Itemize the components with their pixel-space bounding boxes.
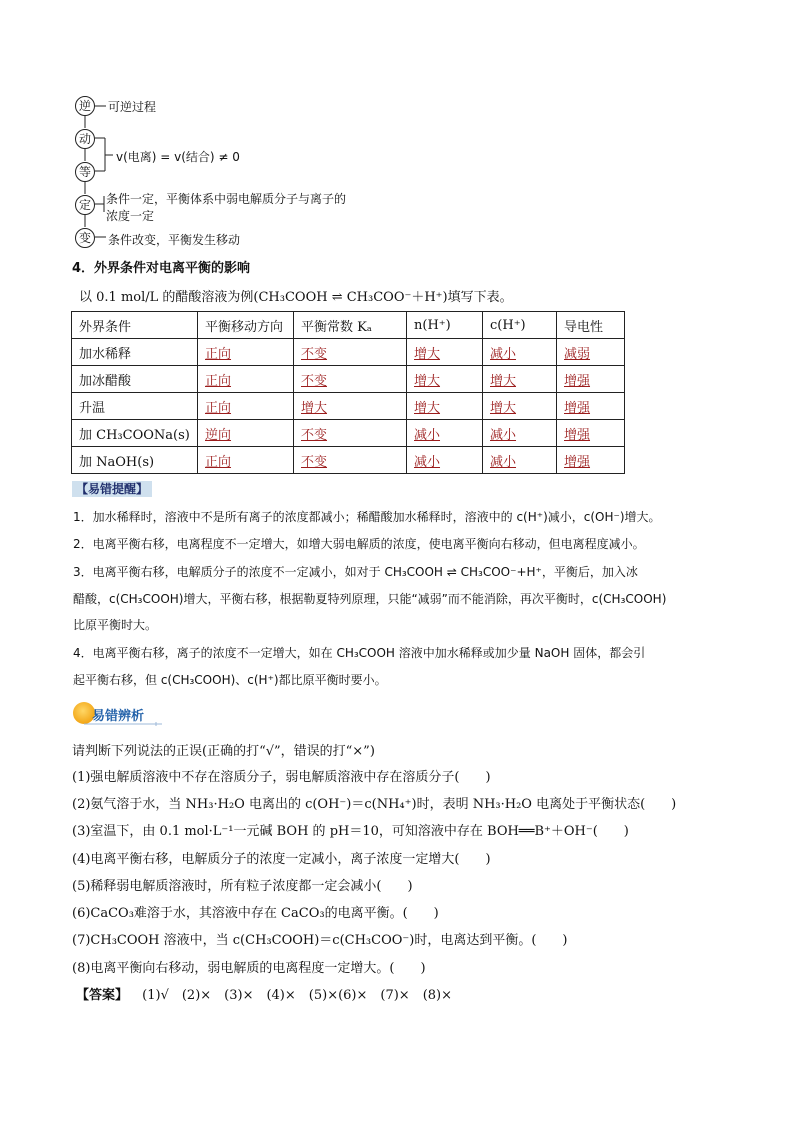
tip-item: 比原平衡时大。 bbox=[73, 618, 158, 632]
answer-cell: 增强 bbox=[564, 427, 591, 443]
answer-cell: 正向 bbox=[205, 346, 232, 362]
table-row bbox=[72, 366, 625, 393]
question-item: (6)CaCO₃难溶于水，其溶液中存在 CaCO₃的电离平衡。( ) bbox=[72, 906, 439, 921]
answer-cell: 增强 bbox=[564, 373, 591, 389]
answer-line bbox=[76, 984, 452, 1003]
node-bian: 变 bbox=[75, 228, 95, 248]
badge-title: 易错辨析 bbox=[92, 709, 145, 724]
tip-item: 起平衡右移，但 c(CH₃COOH)、c(H⁺)都比原平衡时要小。 bbox=[73, 673, 387, 687]
tip-item: 3．电离平衡右移，电解质分子的浓度不一定减小，如对于 CH₃COOH ⇌ CH₃COO⁻+H⁺，平衡后，加入冰 bbox=[73, 565, 638, 579]
question-item: (5)稀释弱电解质溶液时，所有粒子浓度都一定会减小( ) bbox=[72, 879, 413, 894]
table-row bbox=[72, 393, 625, 420]
label-rate-equal: v(电离) = v(结合) ≠ 0 bbox=[116, 150, 240, 164]
table-header: n(H⁺) bbox=[407, 312, 483, 339]
condition-cell: 加 CH₃COONa(s) bbox=[72, 420, 198, 447]
answer-cell: 增强 bbox=[564, 454, 591, 470]
section-intro: 以 0.1 mol/L 的醋酸溶液为例(CH₃COOH ⇌ CH₃COO⁻＋H⁺)填写下表。 bbox=[79, 290, 513, 305]
question-item: (1)强电解质溶液中不存在溶质分子，弱电解质溶液中存在溶质分子( ) bbox=[72, 770, 491, 785]
label-change: 条件改变，平衡发生移动 bbox=[108, 233, 241, 247]
tip-item: 4．电离平衡右移，离子的浓度不一定增大，如在 CH₃COOH 溶液中加水稀释或加少量 NaOH 固体，都会引 bbox=[73, 646, 646, 660]
answer-cell: 减小 bbox=[490, 346, 517, 362]
answer-cell: 减小 bbox=[490, 427, 517, 443]
question-item: (4)电离平衡右移，电解质分子的浓度一定减小，离子浓度一定增大( ) bbox=[72, 852, 491, 867]
answer-cell: 减弱 bbox=[564, 346, 591, 362]
answer-cell: 增大 bbox=[490, 400, 517, 416]
tips-label: 【易错提醒】 bbox=[72, 481, 152, 497]
condition-cell: 加 NaOH(s) bbox=[72, 447, 198, 474]
question-item: (8)电离平衡向右移动，弱电解质的电离程度一定增大。( ) bbox=[72, 961, 426, 976]
answer-cell: 增大 bbox=[414, 373, 441, 389]
answer-cell: 正向 bbox=[205, 400, 232, 416]
condition-cell: 加冰醋酸 bbox=[72, 366, 198, 393]
answer-cell: 增大 bbox=[490, 373, 517, 389]
label-constant-1: 条件一定，平衡体系中弱电解质分子与离子的 bbox=[106, 192, 347, 206]
answer-cell: 增强 bbox=[564, 400, 591, 416]
table-row bbox=[72, 420, 625, 447]
table-header: 导电性 bbox=[557, 312, 625, 339]
table-row bbox=[72, 339, 625, 366]
node-ding: 定 bbox=[75, 195, 95, 215]
label-reversible: 可逆过程 bbox=[108, 100, 157, 114]
answer-cell: 增大 bbox=[414, 400, 441, 416]
answer-cell: 正向 bbox=[205, 373, 232, 389]
table-header: 外界条件 bbox=[72, 312, 198, 339]
answer-cell: 逆向 bbox=[205, 427, 232, 443]
table-row bbox=[72, 447, 625, 474]
node-ni: 逆 bbox=[75, 96, 95, 116]
answer-text: (1)√ (2)× (3)× (4)× (5)×(6)× (7)× (8)× bbox=[142, 988, 453, 1003]
condition-cell: 加水稀释 bbox=[72, 339, 198, 366]
node-dong: 动 bbox=[75, 129, 95, 149]
answer-cell: 不变 bbox=[301, 454, 328, 470]
tip-item: 2．电离平衡右移，电离程度不一定增大，如增大弱电解质的浓度，使电离平衡向右移动，但电离程度减小。 bbox=[73, 537, 645, 551]
table-header: 平衡常数 Kₐ bbox=[294, 312, 407, 339]
node-deng: 等 bbox=[75, 162, 95, 182]
answer-cell: 减小 bbox=[490, 454, 517, 470]
diagram-connectors bbox=[60, 90, 320, 250]
label-constant-2: 浓度一定 bbox=[106, 209, 155, 223]
table-header-row bbox=[72, 312, 625, 339]
answer-cell: 增大 bbox=[301, 400, 328, 416]
answer-cell: 减小 bbox=[414, 454, 441, 470]
table-header: c(H⁺) bbox=[483, 312, 557, 339]
answer-cell: 增大 bbox=[414, 346, 441, 362]
answer-cell: 不变 bbox=[301, 373, 328, 389]
answer-cell: 正向 bbox=[205, 454, 232, 470]
question-item: (2)氨气溶于水，当 NH₃·H₂O 电离出的 c(OH⁻)＝c(NH₄⁺)时，表明 NH₃·H₂O 电离处于平衡状态( ) bbox=[72, 797, 677, 812]
condition-cell: 升温 bbox=[72, 393, 198, 420]
answer-cell: 不变 bbox=[301, 346, 328, 362]
table-header: 平衡移动方向 bbox=[198, 312, 294, 339]
answer-cell: 减小 bbox=[414, 427, 441, 443]
equilibrium-table bbox=[71, 311, 625, 474]
question-item: (7)CH₃COOH 溶液中，当 c(CH₃COOH)＝c(CH₃COO⁻)时，电离达到平衡。( ) bbox=[72, 933, 568, 948]
question-item: (3)室温下，由 0.1 mol·L⁻¹一元碱 BOH 的 pH＝10，可知溶液中存在 BOH══B⁺＋OH⁻( ) bbox=[72, 824, 629, 839]
tip-item: 醋酸，c(CH₃COOH)增大，平衡右移，根据勒夏特列原理，只能“减弱”而不能消除，再次平衡时，c(CH₃COOH) bbox=[73, 592, 667, 606]
answer-label: 【答案】 bbox=[76, 988, 129, 1003]
analysis-instruction: 请判断下列说法的正误(正确的打“√”，错误的打“×”) bbox=[72, 744, 375, 759]
tip-item: 1．加水稀释时，溶液中不是所有离子的浓度都减小；稀醋酸加水稀释时，溶液中的 c(H⁺)减小，c(OH⁻)增大。 bbox=[73, 510, 661, 524]
section-title: 4．外界条件对电离平衡的影响 bbox=[72, 261, 251, 276]
answer-cell: 不变 bbox=[301, 427, 328, 443]
